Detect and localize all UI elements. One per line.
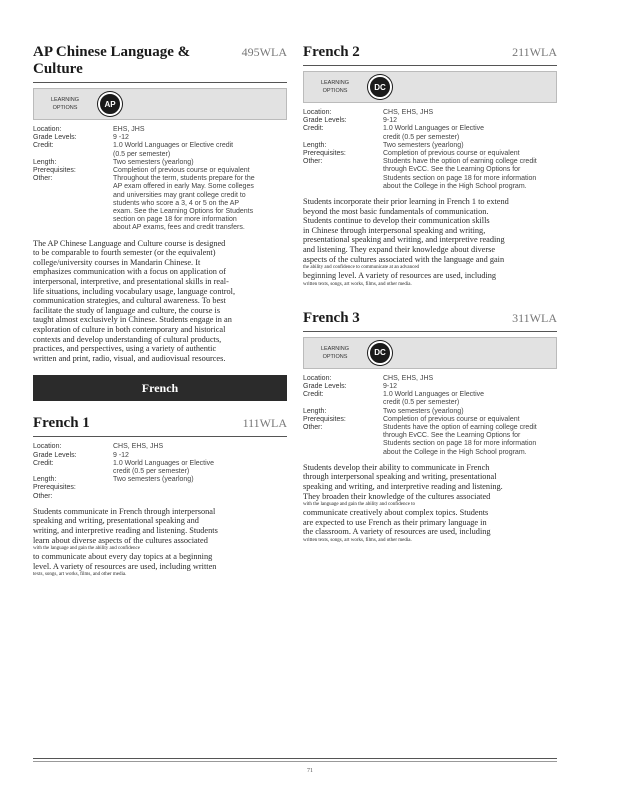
detail-row	[33, 134, 287, 142]
detail-value	[383, 117, 557, 125]
detail-value-line: Throughout the term, students prepare for the	[113, 175, 255, 183]
detail-label: Credit:	[303, 391, 324, 399]
detail-value-line: Completion of previous course or equivalent	[113, 167, 250, 175]
description-line: the classroom. A variety of resources are used, including	[303, 527, 491, 537]
detail-value-line: 9-12	[383, 382, 398, 390]
detail-value-line: 1.0 World Languages or Elective	[113, 459, 215, 467]
detail-value	[113, 142, 287, 158]
detail-value	[383, 150, 557, 158]
description-line: They broaden their knowledge of the cultures associated	[303, 491, 491, 501]
detail-value-line: 9 -12	[113, 134, 129, 142]
description-line: communication strategies, and cultural awareness. To best	[33, 296, 226, 306]
page-number: 71	[307, 768, 313, 774]
detail-value-line: credit (0.5 per semester)	[113, 467, 190, 475]
detail-row	[303, 424, 557, 457]
detail-value-line: Students have the option of earning college credit	[383, 158, 537, 166]
detail-label: Length:	[33, 158, 57, 166]
learning-option-badge-icon: DC	[368, 75, 392, 99]
learning-options-label	[310, 345, 360, 361]
footer-rule-secondary	[33, 761, 557, 762]
learning-options-line: LEARNING	[320, 80, 350, 86]
detail-label: Grade Levels:	[33, 134, 77, 142]
detail-value-line: 9 -12	[113, 451, 129, 459]
detail-row	[33, 460, 287, 476]
detail-label: Grade Levels:	[303, 117, 347, 125]
description-line: written texts, songs, art works, films, and other media.	[303, 537, 412, 543]
detail-value-line: section on page 18 for more information	[113, 216, 237, 224]
detail-row	[33, 159, 287, 167]
detail-value-line: through EvCC. See the Learning Options for	[383, 166, 521, 174]
course-header	[303, 44, 557, 66]
detail-label: Prerequisites:	[303, 150, 346, 158]
description-line: life situations, including vocabulary usage, language control,	[33, 286, 236, 296]
detail-label: Other:	[33, 492, 53, 500]
description-line: interpersonal, interpretive, and presentational skills in real-	[33, 277, 229, 287]
detail-value-line: exam. See the Learning Options for Students	[113, 208, 254, 216]
description-line: texts, songs, art works, films, and other media.	[33, 572, 127, 578]
detail-value-line: through EvCC. See the Learning Options for	[383, 432, 521, 440]
description-line: in Chinese through interpersonal speaking and writing,	[303, 225, 486, 235]
description-line: and listening. They expand their knowledge about diverse	[303, 245, 496, 254]
footer-rule	[33, 758, 557, 759]
course-header	[303, 310, 557, 332]
detail-value-line: Students section on page 18 for more information	[383, 440, 537, 448]
detail-value-line: Two semesters (yearlong)	[383, 141, 464, 149]
detail-label: Other:	[303, 158, 323, 166]
course-details	[33, 443, 287, 500]
detail-row	[303, 416, 557, 424]
french-section-banner: French	[33, 375, 287, 401]
detail-row	[33, 126, 287, 134]
detail-value	[113, 443, 287, 451]
description-line: contexts and develop understanding of cultural products,	[33, 334, 222, 344]
detail-label: Grade Levels:	[33, 451, 77, 459]
course-description	[303, 197, 557, 288]
description-line: Students continue to develop their communication skills	[303, 216, 490, 226]
course-title: French 3	[303, 309, 360, 326]
course-code: 111WLA	[242, 416, 287, 431]
description-line: the ability and confidence to communicate at an advanced	[303, 265, 420, 271]
detail-row	[33, 142, 287, 158]
course-ap-chinese	[33, 44, 287, 363]
description-line: aspects of the cultures associated with the language and gain	[303, 254, 505, 264]
detail-label: Location:	[303, 109, 332, 116]
detail-row	[303, 375, 557, 383]
detail-row	[33, 452, 287, 460]
description-line: Students develop their ability to communicate in French	[303, 462, 490, 472]
learning-options-bar	[303, 337, 557, 369]
detail-value-line: 1.0 World Languages or Elective	[383, 391, 485, 399]
learning-option-badge-icon: DC	[368, 341, 392, 365]
detail-label: Credit:	[303, 125, 324, 133]
detail-row	[33, 443, 287, 451]
detail-value-line: Two semesters (yearlong)	[383, 407, 464, 415]
detail-label: Location:	[33, 443, 62, 451]
detail-value-line: Two semesters (yearlong)	[113, 476, 194, 484]
detail-value	[113, 167, 287, 175]
detail-value	[383, 375, 557, 383]
learning-options-label	[310, 79, 360, 95]
detail-value-line: credit (0.5 per semester)	[383, 133, 460, 141]
detail-label: Other:	[33, 175, 53, 183]
description-line: written and print, radio, visual, and audiovisual resources.	[33, 353, 226, 363]
detail-value-line: about AP exams, fees and credit transfers.	[113, 224, 245, 232]
detail-value-line: about the College in the High School program.	[383, 182, 527, 190]
detail-value	[383, 142, 557, 150]
detail-value	[383, 383, 557, 391]
detail-value	[383, 391, 557, 407]
description-line: with the language and gain the ability and confidence to	[303, 502, 416, 508]
detail-value	[113, 134, 287, 142]
detail-value-line: students who score a 3, 4 or 5 on the AP	[113, 199, 240, 207]
detail-value	[383, 416, 557, 424]
course-description	[303, 463, 557, 544]
course-french-3	[303, 310, 557, 544]
detail-row	[33, 493, 287, 501]
detail-value	[383, 408, 557, 416]
description-line: written texts, songs, art works, films, and other media.	[303, 281, 412, 287]
detail-label: Length:	[33, 476, 57, 484]
detail-row	[303, 383, 557, 391]
learning-options-line: OPTIONS	[322, 88, 348, 94]
left-column	[33, 44, 287, 578]
detail-label: Prerequisites:	[33, 167, 76, 175]
detail-label: Credit:	[33, 459, 54, 467]
description-line: are expected to use French as their primary language in	[303, 517, 487, 527]
detail-value	[113, 476, 287, 484]
detail-value	[113, 175, 287, 232]
detail-value-line: 1.0 World Languages or Elective credit	[113, 142, 234, 150]
detail-value-line: (0.5 per semester)	[113, 150, 171, 158]
learning-options-line: LEARNING	[320, 345, 350, 352]
detail-label: Length:	[303, 407, 327, 415]
detail-label: Length:	[303, 141, 327, 149]
detail-value-line: CHS, EHS, JHS	[383, 109, 434, 116]
description-line: communicate creatively about complex topics. Students	[303, 508, 489, 518]
detail-label: Grade Levels:	[303, 382, 347, 390]
detail-row	[33, 175, 287, 232]
detail-value	[113, 484, 287, 492]
detail-row	[303, 142, 557, 150]
course-code: 495WLA	[241, 45, 287, 59]
description-line: exploration of culture in both contemporary and historical	[33, 324, 226, 334]
detail-value	[383, 158, 557, 191]
course-description	[33, 507, 287, 579]
description-line: The AP Chinese Language and Culture course is designed	[33, 238, 226, 248]
detail-value-line: 1.0 World Languages or Elective	[383, 125, 485, 133]
detail-row	[303, 109, 557, 117]
right-column	[303, 44, 557, 544]
detail-value	[113, 460, 287, 476]
learning-options-label	[40, 96, 90, 112]
description-line: beginning level. A variety of resources are used, including	[303, 271, 497, 281]
detail-value-line: Two semesters (yearlong)	[113, 158, 194, 166]
description-line: with the language and gain the ability and confidence	[33, 546, 140, 552]
detail-label: Location:	[33, 126, 62, 133]
learning-options-line: OPTIONS	[322, 353, 348, 360]
description-line: facilitate the study of language and culture, the course is	[33, 305, 221, 315]
detail-row	[303, 117, 557, 125]
detail-value	[383, 125, 557, 141]
description-line: emphasizes communication with a focus on application of	[33, 267, 226, 277]
detail-value-line: CHS, EHS, JHS	[383, 374, 434, 382]
course-title: French 1	[33, 415, 90, 432]
description-line: presentational speaking and writing, and interpretive reading	[303, 235, 505, 245]
description-line: Students incorporate their prior learning in French 1 to extend	[303, 197, 509, 207]
detail-label: Credit:	[33, 142, 54, 150]
description-line: to communicate about every day topics at a beginning	[33, 552, 213, 562]
detail-label: Location:	[303, 374, 332, 382]
detail-value-line: AP exam offered in early May. Some colleges	[113, 183, 254, 191]
description-line: college/university courses in Mandarin Chinese. It	[33, 257, 201, 267]
detail-label: Other:	[303, 424, 323, 431]
detail-value-line: Students section on page 18 for more information	[383, 174, 537, 182]
detail-value	[113, 126, 287, 134]
learning-options-bar	[303, 71, 557, 103]
course-header	[33, 44, 287, 83]
detail-row	[303, 408, 557, 416]
detail-value-line: CHS, EHS, JHS	[113, 443, 164, 451]
course-french-1	[33, 415, 287, 578]
course-code: 211WLA	[512, 45, 557, 59]
detail-row	[33, 167, 287, 175]
detail-value	[383, 424, 557, 457]
description-line: practices, and perspectives, using a variety of authentic	[33, 344, 217, 354]
description-line: to be comparable to fourth semester (or the equivalent)	[33, 248, 216, 258]
detail-row	[303, 125, 557, 141]
detail-value	[113, 452, 287, 460]
learning-options-line: OPTIONS	[52, 105, 78, 111]
description-line: taught almost exclusively in Chinese. Students engage in an	[33, 315, 232, 325]
description-line: through interpersonal speaking and writing, presentational	[303, 472, 497, 482]
detail-label: Prerequisites:	[33, 484, 76, 492]
detail-value-line: Students have the option of earning college credit	[383, 424, 537, 431]
course-details	[303, 109, 557, 191]
course-french-2	[303, 44, 557, 288]
detail-row	[33, 484, 287, 492]
detail-row	[303, 158, 557, 191]
detail-label: Prerequisites:	[303, 415, 346, 423]
detail-value-line: EHS, JHS	[113, 126, 145, 133]
detail-row	[303, 150, 557, 158]
description-line: writing, and interpretive reading and listening. Students	[33, 525, 218, 535]
detail-value-line: and universities may grant college credit to	[113, 191, 246, 199]
detail-value-line: about the College in the High School program.	[383, 448, 527, 456]
detail-row	[303, 391, 557, 407]
course-details	[303, 375, 557, 457]
description-line: speaking and writing, and interpretive reading and listening.	[303, 482, 503, 491]
detail-row	[33, 476, 287, 484]
detail-value	[113, 493, 287, 501]
detail-value	[383, 109, 557, 117]
learning-option-badge-icon: AP	[98, 92, 122, 116]
detail-value-line: Completion of previous course or equivalent	[383, 150, 520, 158]
course-details	[33, 126, 287, 233]
detail-value	[113, 159, 287, 167]
description-line: speaking and writing, presentational speaking and	[33, 516, 199, 526]
course-header	[33, 415, 287, 437]
description-line: beyond the most basic fundamentals of communication.	[303, 206, 489, 216]
detail-value-line: 9-12	[383, 117, 398, 125]
detail-value-line: credit (0.5 per semester)	[383, 399, 460, 407]
description-line: level. A variety of resources are used, including written	[33, 561, 217, 571]
learning-options-line: LEARNING	[50, 97, 80, 103]
course-title: French 2	[303, 44, 360, 60]
course-code: 311WLA	[512, 310, 557, 325]
course-title: AP Chinese Language & Culture	[33, 44, 191, 77]
learning-options-bar	[33, 88, 287, 120]
course-description	[33, 239, 287, 364]
description-line: Students communicate in French through interpersonal	[33, 506, 216, 516]
detail-value-line: Completion of previous course or equivalent	[383, 415, 520, 423]
description-line: learn about diverse aspects of the cultures associated	[33, 535, 208, 545]
